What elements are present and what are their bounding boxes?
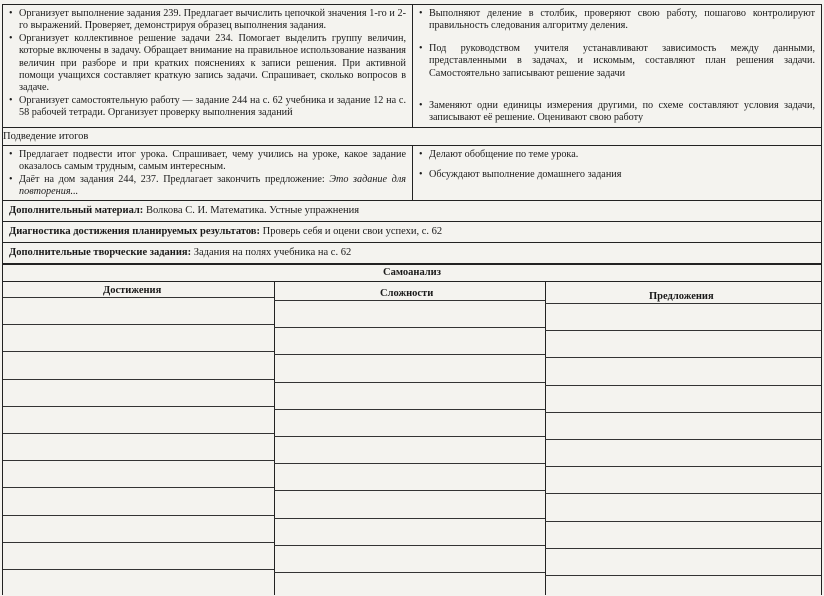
table-row-line: [545, 493, 821, 494]
table-row-line: [545, 330, 821, 331]
student-activity-item: • Под руководством учителя устанавливают зависимость между данными, представленными в задачах, и искомым, составляют план решения задачи. Самостоятельно записывают решение задачи: [419, 43, 815, 80]
table-row-line: [274, 409, 545, 410]
summary-teacher-item: • Предлагает подвести итог урока. Спрашивает, чему учились на уроке, какое задание оказалось самым трудным, самым интересным.: [9, 149, 406, 174]
table-row-line: [274, 354, 545, 355]
table-row-line: [3, 324, 274, 325]
summary-row: [3, 146, 821, 202]
student-activity-item: • Выполняют деление в столбик, проверяют свою работу, пошагово контролируют правильность следования алгоритму деления.: [419, 8, 815, 33]
summary-student-item: • Обсуждают выполнение домашнего задания: [419, 169, 815, 181]
table-row-line: [3, 406, 274, 407]
creative-tasks-row: [3, 243, 821, 263]
table-row-line: [545, 439, 821, 440]
table-row-line: [545, 412, 821, 413]
diagnostics-label: Диагностика достижения планируемых результатов:: [9, 226, 260, 238]
table-row-line: [274, 463, 545, 464]
table-row-line: [274, 545, 545, 546]
table-row-line: [274, 518, 545, 519]
summary-student-item: • Делают обобщение по теме урока.: [419, 149, 815, 161]
lesson-activities-table: [2, 4, 822, 264]
table-row-line: [545, 521, 821, 522]
table-row-line: [274, 490, 545, 491]
row-line: [545, 303, 821, 304]
teacher-activity-item: • Организует самостоятельную работу — задание 244 на с. 62 учебника и задание 12 на с. 58 рабочей тетради. Организует проверку выполнения заданий: [9, 95, 406, 120]
achievements-header: Достижения: [103, 285, 162, 296]
table-row-line: [3, 379, 274, 380]
teacher-activity-item: • Организует выполнение задания 239. Предлагает вычислить цепочкой значения 1-го и 2-го выражений. Проверяет, демонстрируя образец выполнения задания.: [9, 8, 406, 33]
suggestions-header: Предложения: [649, 291, 714, 302]
summary-student-cell: [413, 146, 821, 201]
table-row-line: [545, 466, 821, 467]
column-divider: [274, 281, 275, 595]
table-row-line: [545, 548, 821, 549]
teacher-activities-cell: [3, 5, 413, 127]
table-row-line: [274, 436, 545, 437]
self-analysis-title: Самоанализ: [3, 265, 821, 282]
row-line: [274, 300, 545, 301]
difficulties-header: Сложности: [380, 288, 434, 299]
self-analysis-table: [2, 264, 822, 595]
table-row-line: [274, 382, 545, 383]
row-line: [3, 297, 274, 298]
table-row-line: [545, 385, 821, 386]
creative-tasks-value: Задания на полях учебника на с. 62: [191, 247, 352, 259]
table-row-line: [3, 542, 274, 543]
teacher-activity-item: • Организует коллективное решение задачи 234. Помогает выделить группу величин, которые включены в задачу. Обращает внимание на правильное использование названия величин при разборе и при кратких пояснениях к записи решения. При активной помощи учащихся составляет краткую запись задачи. Спрашивает, сколько вопросов в задаче.: [9, 33, 406, 95]
table-row-line: [3, 487, 274, 488]
table-row-line: [3, 515, 274, 516]
extra-material-row: [3, 201, 821, 222]
diagnostics-value: Проверь себя и оцени свои успехи, с. 62: [259, 226, 443, 238]
summary-heading: Подведение итогов: [3, 128, 821, 146]
extra-material-label: Дополнительный материал:: [9, 205, 144, 217]
student-activity-item: • Заменяют одни единицы измерения другими, по схеме составляют условия задачи, записывают её решение. Оценивают свою работу: [419, 100, 815, 125]
table-row-line: [545, 357, 821, 358]
table-row-line: [3, 433, 274, 434]
student-activities-cell: [413, 5, 821, 127]
table-row-line: [3, 460, 274, 461]
table-row-line: [545, 575, 821, 576]
creative-tasks-label: Дополнительные творческие задания:: [9, 247, 192, 259]
homework-sentence-start: Это задание для повторения...: [19, 173, 407, 198]
table-row-line: [274, 327, 545, 328]
activities-row: [3, 5, 821, 128]
table-row-line: [3, 569, 274, 570]
homework-text: Даёт на дом задания 244, 237. Предлагает закончить предложение:: [19, 173, 330, 185]
diagnostics-row: [3, 222, 821, 243]
summary-teacher-cell: [3, 146, 413, 201]
extra-material-value: Волкова С. И. Математика. Устные упражнения: [143, 205, 360, 217]
table-row-line: [274, 572, 545, 573]
table-row-line: [3, 351, 274, 352]
summary-teacher-item: [9, 174, 406, 199]
